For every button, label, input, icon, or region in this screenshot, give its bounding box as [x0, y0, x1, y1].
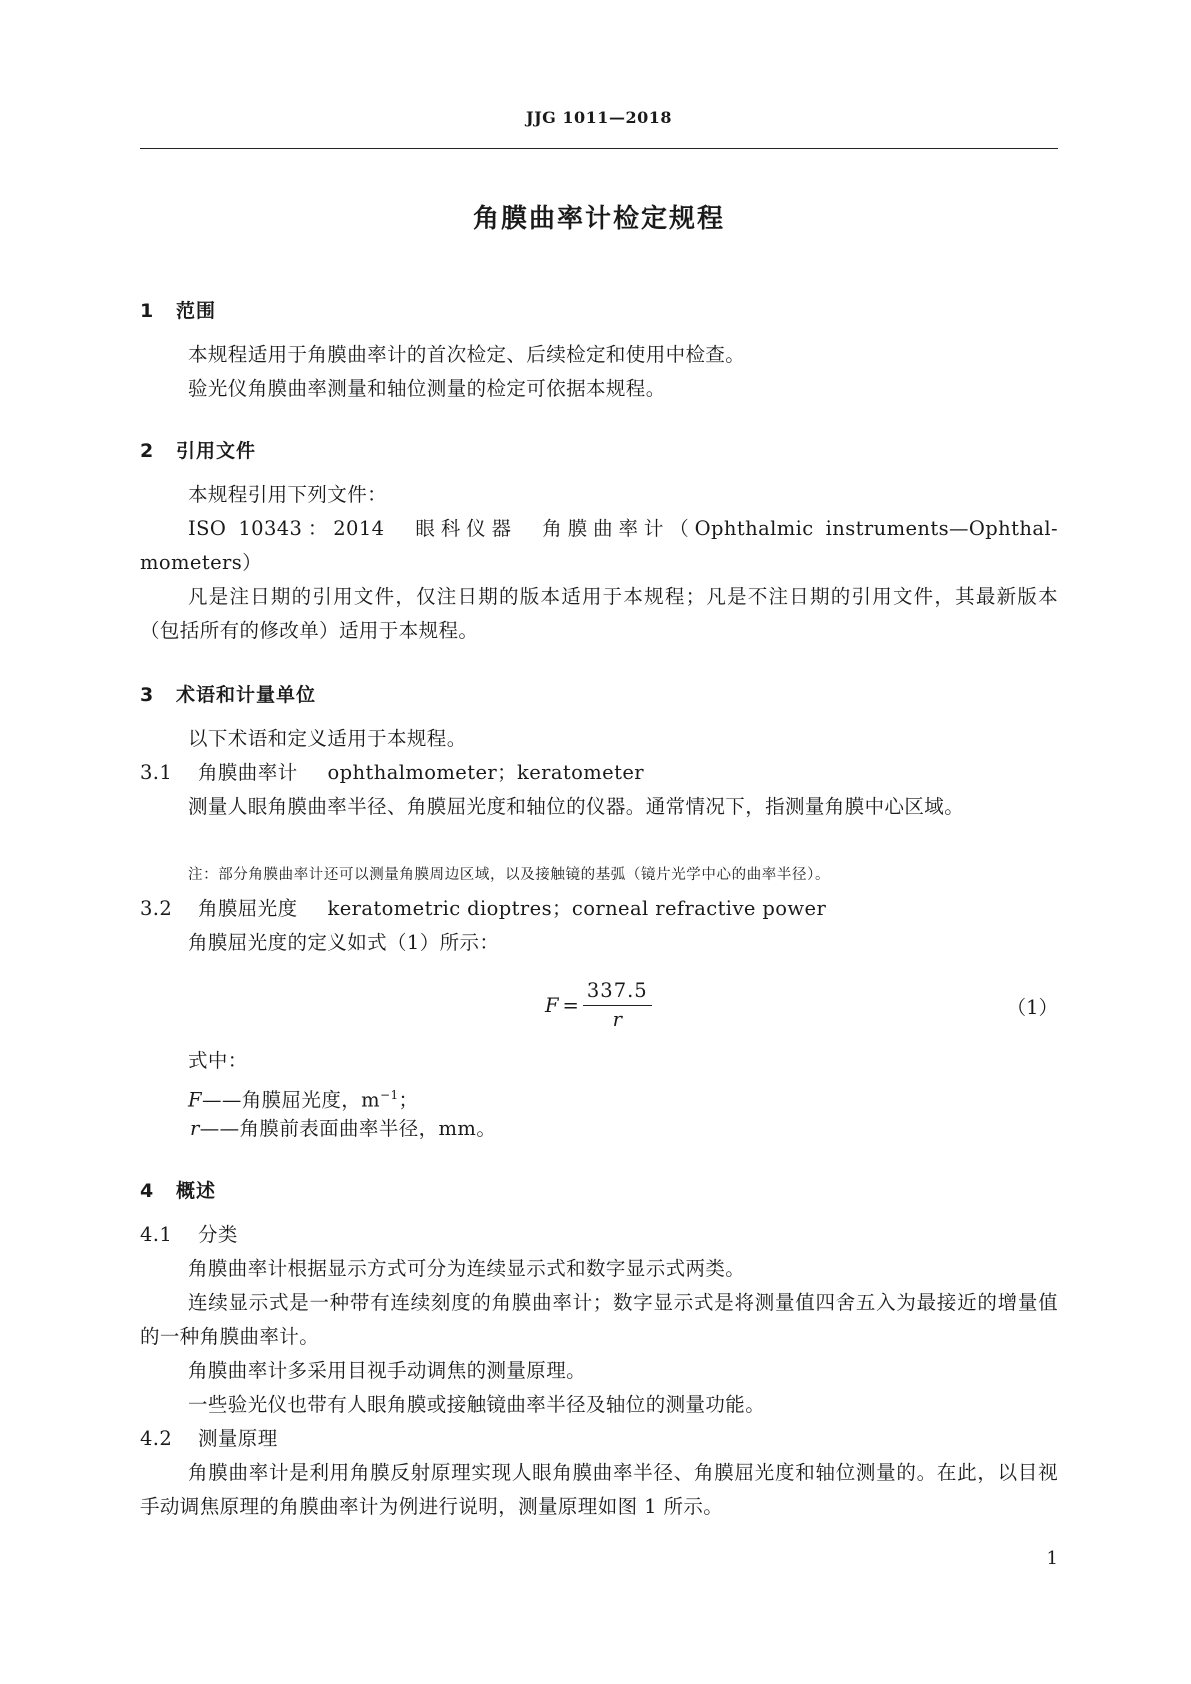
formula-fraction: [583, 977, 652, 1034]
term-name: 角膜屈光度: [198, 897, 298, 920]
variable-description: ——角膜屈光度，m: [201, 1088, 381, 1112]
variable-description: ——角膜前表面曲率半径，mm。: [199, 1117, 497, 1140]
subsection-4-2-heading: [140, 1422, 1058, 1456]
subsection-4-1-heading: [140, 1218, 1058, 1252]
section-number: 4: [140, 1180, 155, 1202]
header-rule: [140, 148, 1058, 149]
equation-number: （1）: [1006, 996, 1058, 1019]
document-code-header: JJG 1011—2018: [526, 108, 672, 127]
term-3-1-heading: [140, 756, 1058, 790]
paragraph: 本规程引用下列文件：: [188, 483, 388, 506]
term-number: 3.2: [140, 897, 173, 920]
variable-end: ；: [398, 1088, 419, 1112]
paragraph: 角膜曲率计多采用目视手动调焦的测量原理。: [188, 1359, 587, 1382]
paragraph: 本规程适用于角膜曲率计的首次检定、后续检定和使用中检查。: [188, 343, 746, 366]
section-1-heading: [140, 296, 216, 323]
paragraph: 角膜曲率计根据显示方式可分为连续显示式和数字显示式两类。: [188, 1257, 746, 1280]
variable-symbol: r: [190, 1117, 200, 1140]
paragraph: 连续显示式是一种带有连续刻度的角膜曲率计；数字显示式是将测量值四舍五入为最接近的增量值的一种角膜曲率计。: [140, 1291, 1058, 1348]
formula-1: [545, 975, 652, 1035]
paragraph: 凡是注日期的引用文件，仅注日期的版本适用于本规程；凡是不注日期的引用文件，其最新版本（包括所有的修改单）适用于本规程。: [140, 585, 1058, 642]
where-label: 式中：: [188, 1049, 248, 1072]
term-definition: 角膜屈光度的定义如式（1）所示：: [188, 931, 500, 954]
term-note: 注：部分角膜曲率计还可以测量角膜周边区域，以及接触镜的基弧（镜片光学中心的曲率半径）。: [188, 867, 831, 883]
section-number: 3: [140, 684, 155, 706]
variable-r-definition: [140, 1112, 1058, 1146]
formula-equals: =: [562, 993, 579, 1017]
unit-exponent: −1: [380, 1088, 399, 1102]
section-3-heading: [140, 680, 316, 707]
paragraph: 一些验光仪也带有人眼角膜或接触镜曲率半径及轴位的测量功能。: [188, 1393, 766, 1416]
page-title: 角膜曲率计检定规程: [472, 204, 725, 234]
term-number: 3.1: [140, 761, 173, 784]
section-2-heading: [140, 436, 256, 463]
term-english: ophthalmometer；keratometer: [327, 761, 645, 784]
formula-numerator: 337.5: [583, 977, 652, 1006]
subsection-number: 4.1: [140, 1223, 173, 1246]
section-title: 范围: [176, 300, 217, 322]
formula-lhs: F: [545, 993, 559, 1017]
section-4-heading: [140, 1176, 216, 1203]
subsection-title: 分类: [198, 1223, 238, 1246]
section-title: 术语和计量单位: [176, 684, 317, 706]
subsection-title: 测量原理: [198, 1427, 278, 1450]
term-name: 角膜曲率计: [198, 761, 298, 784]
paragraph: 验光仪角膜曲率测量和轴位测量的检定可依据本规程。: [188, 377, 666, 400]
subsection-number: 4.2: [140, 1427, 173, 1450]
section-title: 引用文件: [176, 440, 257, 462]
variable-symbol: F: [188, 1088, 202, 1112]
section-number: 1: [140, 300, 155, 322]
section-title: 概述: [176, 1180, 217, 1202]
page-number: 1: [1046, 1548, 1058, 1569]
term-3-2-heading: [140, 892, 1058, 926]
term-english: keratometric dioptres；corneal refractive power: [327, 897, 827, 920]
section-number: 2: [140, 440, 155, 462]
formula-denominator: r: [612, 1007, 622, 1031]
reference-iso-10343: ISO 10343：2014 眼科仪器 角膜曲率计（Ophthalmic instruments—Ophthal-mometers）: [140, 517, 1058, 574]
term-definition: 测量人眼角膜曲率半径、角膜屈光度和轴位的仪器。通常情况下，指测量角膜中心区域。: [188, 795, 965, 818]
paragraph: 角膜曲率计是利用角膜反射原理实现人眼角膜曲率半径、角膜屈光度和轴位测量的。在此，以目视手动调焦原理的角膜曲率计为例进行说明，测量原理如图 1 所示。: [140, 1461, 1058, 1518]
paragraph: 以下术语和定义适用于本规程。: [188, 727, 467, 750]
